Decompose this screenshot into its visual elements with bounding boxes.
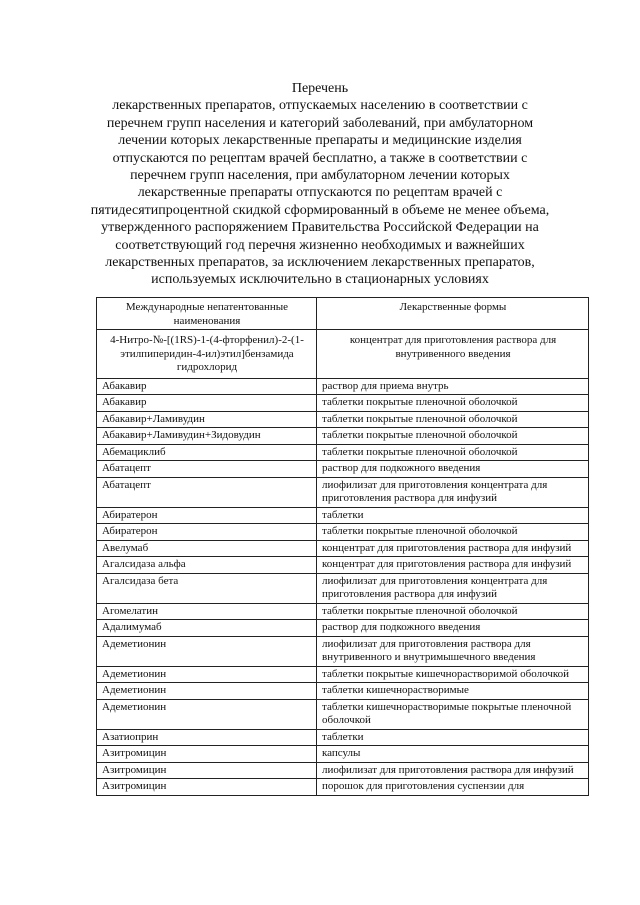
table-row xyxy=(97,746,589,763)
table-row xyxy=(97,666,589,683)
table-row xyxy=(97,524,589,541)
drug-name-cell: Адалимумаб xyxy=(97,620,317,637)
table-row xyxy=(97,428,589,445)
table-row xyxy=(97,395,589,412)
table-row xyxy=(97,540,589,557)
heading-line: используемых исключительно в стационарных условиях xyxy=(151,272,489,288)
drug-form-cell: раствор для подкожного введения xyxy=(317,620,589,637)
table-row xyxy=(97,620,589,637)
drug-name-cell: Адеметионин xyxy=(97,683,317,700)
drug-form-cell: концентрат для приготовления раствора для инфузий xyxy=(317,540,589,557)
drug-name-cell: Агомелатин xyxy=(97,603,317,620)
drug-name-cell: Азатиоприн xyxy=(97,729,317,746)
heading-title: Перечень xyxy=(291,81,349,96)
drug-form-cell: раствор для приема внутрь xyxy=(317,378,589,395)
drug-form-cell: таблетки xyxy=(317,729,589,746)
table-row xyxy=(97,477,589,507)
drug-name-cell: Агалсидаза бета xyxy=(97,573,317,603)
drug-name-cell: Абакавир xyxy=(97,378,317,395)
drug-form-cell: таблетки покрытые кишечнорастворимой оболочкой xyxy=(317,666,589,683)
drug-form-cell: таблетки покрытые пленочной оболочкой xyxy=(317,603,589,620)
drug-form-cell: таблетки покрытые пленочной оболочкой xyxy=(317,411,589,428)
drug-name-cell: 4-Нитро-№-[(1RS)-1-(4-фторфенил)-2-(1-этилпиперидин-4-ил)этил]бензамида гидрохлорид xyxy=(97,330,317,379)
table-row xyxy=(97,378,589,395)
drug-name-cell: Абакавир xyxy=(97,395,317,412)
column-header-name: Международные непатентованные наименования xyxy=(97,298,317,330)
heading-line: утвержденного распоряжением Правительства Российской Федерации на xyxy=(101,220,539,236)
drug-form-cell: раствор для подкожного введения xyxy=(317,461,589,478)
drug-name-cell: Абакавир+Ламивудин xyxy=(97,411,317,428)
drug-name-cell: Абиратерон xyxy=(97,507,317,524)
drug-form-cell: таблетки покрытые пленочной оболочкой xyxy=(317,524,589,541)
table-row xyxy=(97,461,589,478)
drug-form-cell: таблетки кишечнорастворимые xyxy=(317,683,589,700)
heading-line: перечнем групп населения, при амбулаторном лечении которых xyxy=(130,168,510,184)
drug-form-cell: лиофилизат для приготовления концентрата для приготовления раствора для инфузий xyxy=(317,477,589,507)
table-row xyxy=(97,411,589,428)
table-row xyxy=(97,683,589,700)
drug-form-cell: капсулы xyxy=(317,746,589,763)
table-row xyxy=(97,699,589,729)
table-row xyxy=(97,573,589,603)
drug-name-cell: Азитромицин xyxy=(97,746,317,763)
drug-form-cell: концентрат для приготовления раствора для инфузий xyxy=(317,557,589,574)
heading-line: соответствующий год перечня жизненно необходимых и важнейших xyxy=(115,237,525,253)
drug-name-cell: Адеметионин xyxy=(97,666,317,683)
drug-form-cell: лиофилизат для приготовления раствора для инфузий xyxy=(317,762,589,779)
drug-name-cell: Абиратерон xyxy=(97,524,317,541)
drug-name-cell: Абемациклиб xyxy=(97,444,317,461)
drugs-table xyxy=(96,297,589,796)
drug-name-cell: Адеметионин xyxy=(97,699,317,729)
heading-line: лекарственных препаратов, отпускаемых населению в соответствии с xyxy=(112,98,528,114)
table-row xyxy=(97,507,589,524)
heading-line: лекарственных препаратов, за исключением лекарственных препаратов, xyxy=(105,255,535,271)
table-row xyxy=(97,729,589,746)
heading-line: пятидесятипроцентной скидкой сформированный в объеме не менее объема, xyxy=(90,202,550,218)
table-row xyxy=(97,330,589,379)
drug-form-cell: таблетки покрытые пленочной оболочкой xyxy=(317,395,589,412)
table-row xyxy=(97,636,589,666)
drug-form-cell: лиофилизат для приготовления концентрата для приготовления раствора для инфузий xyxy=(317,573,589,603)
drug-name-cell: Азитромицин xyxy=(97,779,317,796)
drug-name-cell: Агалсидаза альфа xyxy=(97,557,317,574)
drug-name-cell: Абатацепт xyxy=(97,461,317,478)
drug-name-cell: Азитромицин xyxy=(97,762,317,779)
table-row xyxy=(97,762,589,779)
drug-form-cell: порошок для приготовления суспензии для xyxy=(317,779,589,796)
drug-form-cell: концентрат для приготовления раствора для внутривенного введения xyxy=(317,330,589,379)
table-header-row xyxy=(97,298,589,330)
heading-line: лекарственные препараты отпускаются по рецептам врачей с xyxy=(137,185,503,201)
heading-line: отпускаются по рецептам врачей бесплатно, а также в соответствии с xyxy=(112,150,528,166)
drug-form-cell: лиофилизат для приготовления раствора для внутривенного и внутримышечного введения xyxy=(317,636,589,666)
drug-form-cell: таблетки кишечнорастворимые покрытые пленочной оболочкой xyxy=(317,699,589,729)
drug-name-cell: Абакавир+Ламивудин+Зидовудин xyxy=(97,428,317,445)
page-bottom-margin xyxy=(0,833,640,905)
drug-name-cell: Абатацепт xyxy=(97,477,317,507)
drug-form-cell: таблетки xyxy=(317,507,589,524)
table-row xyxy=(97,557,589,574)
drug-form-cell: таблетки покрытые пленочной оболочкой xyxy=(317,444,589,461)
table-row xyxy=(97,444,589,461)
heading-line: лечении которых лекарственные препараты и медицинские изделия xyxy=(118,133,522,149)
column-header-form: Лекарственные формы xyxy=(317,298,589,330)
document-heading xyxy=(90,80,550,289)
drug-name-cell: Авелумаб xyxy=(97,540,317,557)
drug-name-cell: Адеметионин xyxy=(97,636,317,666)
table-row xyxy=(97,779,589,796)
heading-line: перечнем групп населения и категорий заболеваний, при амбулаторном xyxy=(106,115,534,131)
table-row xyxy=(97,603,589,620)
drug-form-cell: таблетки покрытые пленочной оболочкой xyxy=(317,428,589,445)
